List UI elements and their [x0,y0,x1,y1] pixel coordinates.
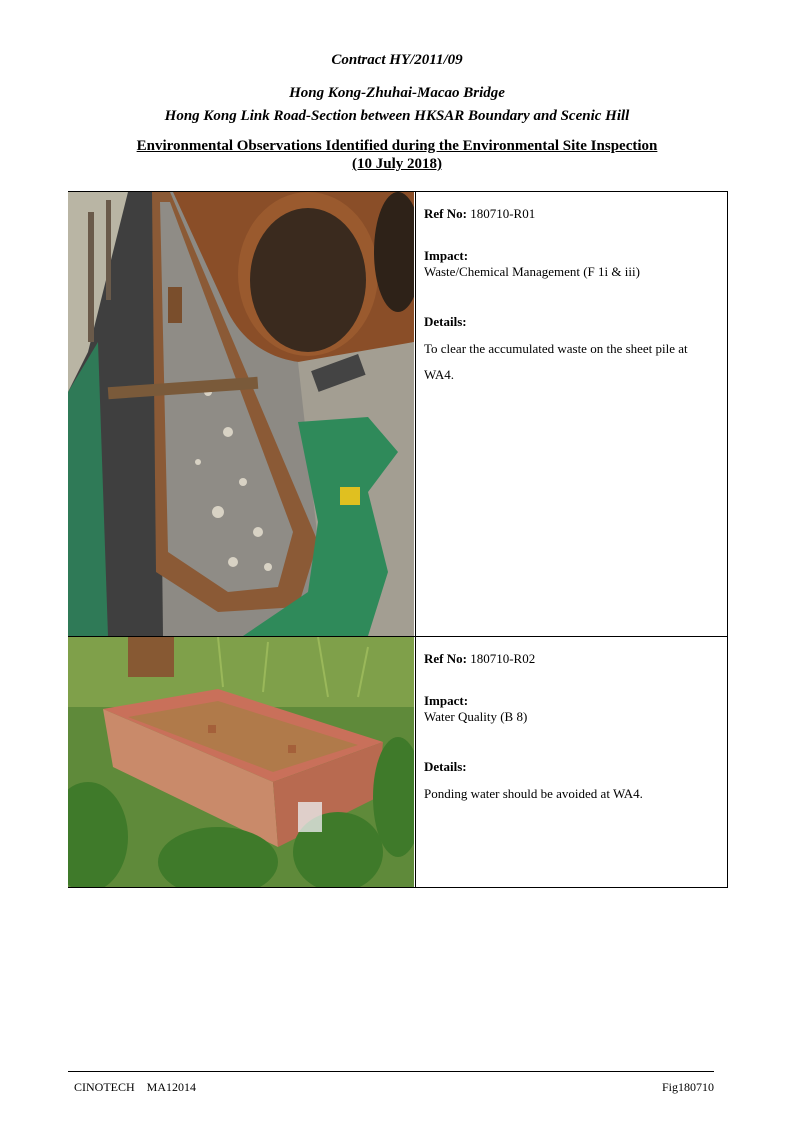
impact-value: Waste/Chemical Management (F 1i & iii) [424,264,640,279]
footer-figure-number: Fig180710 [661,1080,714,1094]
document-title: Environmental Observations Identified during the Environmental Site Inspection [136,138,658,154]
impact-label: Impact: [424,693,469,708]
details-label: Details: [424,759,467,774]
document-date: (10 July 2018) [352,156,442,172]
ref-row [424,651,719,667]
observation-details-cell [416,637,728,888]
ref-label: Ref No: [424,651,467,666]
contract-heading: Contract HY/2011/09 [331,52,463,68]
project-heading: Hong Kong-Zhuhai-Macao Bridge [289,85,505,101]
observation-details-cell [416,192,728,637]
details-value: To clear the accumulated waste on the sheet pile at WA4. [424,341,688,382]
table-row [69,192,728,637]
details-label: Details: [424,314,467,329]
ref-row [424,206,719,222]
site-photo-ponding-water [68,637,414,887]
impact-label: Impact: [424,248,469,263]
observations-table [68,191,728,888]
table-row [69,637,728,888]
section-heading: Hong Kong Link Road-Section between HKSAR Boundary and Scenic Hill [164,108,630,124]
photo-cell [69,637,416,888]
details-value: Ponding water should be avoided at WA4. [424,786,643,801]
ref-number: 180710-R02 [470,651,536,666]
impact-value: Water Quality (B 8) [424,709,528,724]
ref-number: 180710-R01 [470,206,536,221]
footer-divider [68,1071,714,1072]
photo-cell [69,192,416,637]
ref-label: Ref No: [424,206,467,221]
site-photo-sheet-pile [68,192,414,636]
footer-company: CINOTECH MA12014 [74,1080,196,1094]
